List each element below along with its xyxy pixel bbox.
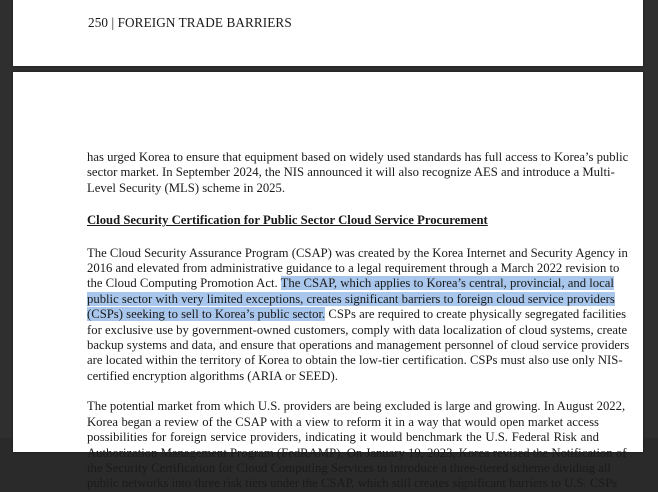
plain-text: the Cloud Computing Promotion Act. xyxy=(87,276,281,291)
text-line: Level Security (MLS) scheme in 2025. xyxy=(87,180,286,195)
selected-text[interactable]: The CSAP, which applies to Korea’s central, provincial, and local xyxy=(280,276,614,291)
text-line: backup systems and data, and ensure that operations and management personnel of cloud service providers xyxy=(87,338,630,353)
selected-text[interactable]: (CSPs) seeking to sell to Korea’s public sector. xyxy=(87,307,326,322)
csap-paragraph xyxy=(87,245,630,385)
text-line xyxy=(87,307,627,322)
running-head: 250 | FOREIGN TRADE BARRIERS xyxy=(88,15,292,30)
previous-page xyxy=(13,0,643,66)
text-line: The potential market from which U.S. providers are being excluded is large and growing. In August 2022, xyxy=(87,399,626,414)
text-line: Authorization Management Program (FedRAMP). On January 19, 2023, Korea revised the Notification of xyxy=(87,445,627,460)
intro-paragraph xyxy=(87,150,629,196)
text-line xyxy=(87,291,615,307)
text-line: has urged Korea to ensure that equipment based on widely used standards has full access to Korea’s public xyxy=(87,150,629,164)
text-line: The Cloud Security Assurance Program (CSAP) was created by the Korea Internet and Security Agency in xyxy=(87,245,628,260)
market-paragraph xyxy=(87,399,627,491)
text-line: certified encryption algorithms (ARIA or SEED). xyxy=(87,368,338,383)
text-line xyxy=(87,276,614,291)
text-line: are located within the territory of Korea to obtain the low-tier certification. CSPs must also use only NIS- xyxy=(87,353,623,368)
current-page xyxy=(13,72,643,491)
section-heading: Cloud Security Certification for Public Sector Cloud Service Procurement xyxy=(87,213,488,228)
page-body xyxy=(87,150,630,492)
text-line: possibilities for foreign service providers, indicating it would benchmark the U.S. Federal Risk and xyxy=(87,430,599,445)
plain-text: CSPs are required to create physically segregated facilities xyxy=(325,307,627,322)
text-line: the Security Certification for Cloud Computing Services to introduce a three-tiered scheme dividing all xyxy=(87,460,611,475)
text-line: public networks into three risk tiers under the CSAP, which still creates significant barriers to U.S. CSPs xyxy=(87,476,618,491)
text-line: 2016 and elevated from administrative guidance to a legal requirement through a March 2022 revision to xyxy=(87,261,620,276)
selected-text[interactable]: public sector with very limited exceptions, creates significant barriers to foreign cloud service providers xyxy=(87,291,615,306)
text-line: sector market. In September 2024, the NIS announced it will also recognize AES and introduce a Multi- xyxy=(87,165,615,180)
text-line: for exclusive use by government-owned customers, comply with data localization of cloud systems, create xyxy=(87,322,628,337)
text-line: Korea began a review of the CSAP with a view to reform it in a way that would open market access xyxy=(87,414,599,429)
